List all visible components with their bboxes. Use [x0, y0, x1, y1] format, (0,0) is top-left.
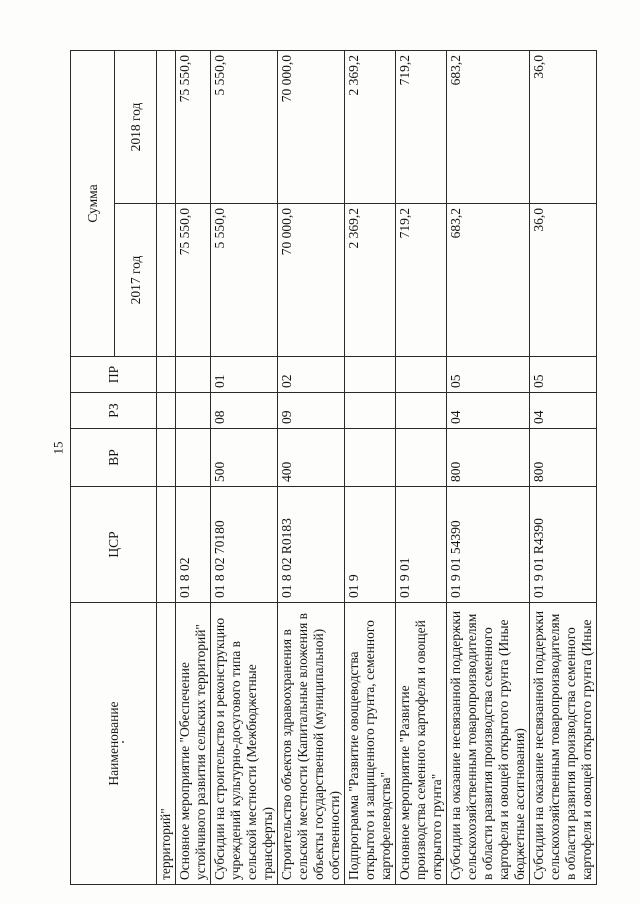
table-row: [157, 50, 176, 884]
budget-table: [70, 50, 597, 885]
row-pr: [396, 357, 447, 393]
table-body: [157, 50, 597, 884]
row-pr: 05: [530, 357, 597, 393]
row-vr: [345, 429, 396, 487]
row-csr: 01 8 02 R0183: [278, 487, 345, 603]
row-2017: 36,0: [530, 204, 597, 357]
row-vr: [176, 429, 211, 487]
row-vr: 800: [530, 429, 597, 487]
row-name: Строительство объектов здравоохранения в сельской местности (Капитальные вложения в объекты государственной (муниципальной) собственности): [278, 603, 345, 885]
row-vr: 500: [211, 429, 278, 487]
header-2017: 2017 год: [115, 204, 157, 357]
row-csr: 01 8 02 70180: [211, 487, 278, 603]
row-rz: 09: [278, 393, 345, 429]
row-rz: 04: [530, 393, 597, 429]
table-row: [345, 50, 396, 884]
row-csr: 01 9 01: [396, 487, 447, 603]
row-2017: 719,2: [396, 204, 447, 357]
row-rz: [157, 393, 176, 429]
header-name: Наименование: [71, 603, 157, 885]
table-row: [530, 50, 597, 884]
row-name: Субсидии на оказание несвязанной поддержки сельскохозяйственным товаропроизводителям в области развития производства семенного картофеля и овощей открытого грунта (Иные бюджетные ассигнования): [447, 603, 530, 885]
row-pr: 02: [278, 357, 345, 393]
table-row: [176, 50, 211, 884]
row-name: Подпрограмма "Развитие овощеводства открытого и защищенного грунта, семенного картофелеводства": [345, 603, 396, 885]
row-name: Основное мероприятие "Развитие производства семенного картофеля и овощей открытого грунта": [396, 603, 447, 885]
row-2018: 719,2: [396, 50, 447, 203]
row-csr: [157, 487, 176, 603]
row-pr: [176, 357, 211, 393]
scan-dot: [122, 742, 124, 744]
row-vr: 800: [447, 429, 530, 487]
row-2018: 36,0: [530, 50, 597, 203]
header-rz: РЗ: [71, 393, 157, 429]
row-csr: 01 8 02: [176, 487, 211, 603]
row-rz: [396, 393, 447, 429]
row-pr: 01: [211, 357, 278, 393]
row-csr: 01 9 01 54390: [447, 487, 530, 603]
table-row: [278, 50, 345, 884]
row-2017: [157, 204, 176, 357]
header-2018: 2018 год: [115, 50, 157, 203]
header-sum: Сумма: [71, 50, 115, 356]
header-pr: ПР: [71, 357, 157, 393]
row-2017: 5 550,0: [211, 204, 278, 357]
row-csr: 01 9 01 R4390: [530, 487, 597, 603]
table-row: [447, 50, 530, 884]
row-2018: [157, 50, 176, 203]
row-2018: 2 369,2: [345, 50, 396, 203]
header-csr: ЦСР: [71, 487, 157, 603]
row-name: территорий": [157, 603, 176, 885]
header-vr: ВР: [71, 429, 157, 487]
row-pr: [345, 357, 396, 393]
row-vr: [396, 429, 447, 487]
row-2017: 2 369,2: [345, 204, 396, 357]
row-name: Субсидии на строительство и реконструкцию учреждений культурно-досугового типа в сельской местности (Межбюджетные трансферты): [211, 603, 278, 885]
row-vr: 400: [278, 429, 345, 487]
row-name: Субсидии на оказание несвязанной поддержки сельскохозяйственным товаропроизводителям в области развития производства семенного картофеля и овощей открытого грунта (Иные: [530, 603, 597, 885]
row-2018: 70 000,0: [278, 50, 345, 203]
row-pr: 05: [447, 357, 530, 393]
row-2017: 75 550,0: [176, 204, 211, 357]
row-2017: 70 000,0: [278, 204, 345, 357]
row-2018: 75 550,0: [176, 50, 211, 203]
row-rz: 08: [211, 393, 278, 429]
row-vr: [157, 429, 176, 487]
row-2018: 5 550,0: [211, 50, 278, 203]
row-name: Основное мероприятие "Обеспечение устойчивого развития сельских территорий": [176, 603, 211, 885]
row-2017: 683,2: [447, 204, 530, 357]
row-rz: 04: [447, 393, 530, 429]
table-row: [211, 50, 278, 884]
table-row: [396, 50, 447, 884]
row-2018: 683,2: [447, 50, 530, 203]
row-pr: [157, 357, 176, 393]
row-rz: [345, 393, 396, 429]
page-number: 15: [50, 441, 66, 455]
row-rz: [176, 393, 211, 429]
row-csr: 01 9: [345, 487, 396, 603]
